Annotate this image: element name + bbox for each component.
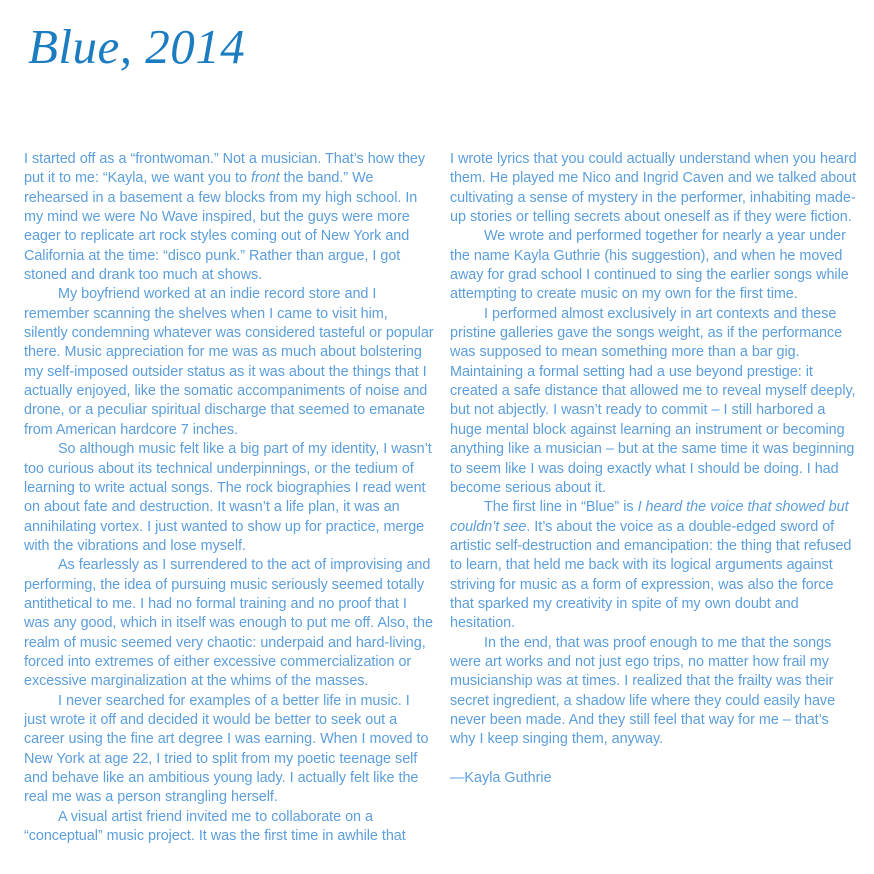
text-run: In the end, that was proof enough to me that the songs were art works and not just ego trips, no matter how frail my musicianship was at times. I realized that the frailty was their secret ingredient, a shadow life where they could easily have never been made. And they still feel that way for me – that’s why I keep singing them, anyway. (450, 634, 836, 748)
text-run: I wrote lyrics that you could actually understand when you heard them. He played me Nico and Ingrid Caven and we talked about cultivating a sense of mystery in the performer, inhabiting made-up stories or telling secrets about oneself as if they were fiction. (450, 151, 857, 226)
text-run: I performed almost exclusively in art contexts and these pristine galleries gave the songs weight, as if the performance was supposed to mean something more than a bar gig. Maintaining a formal setting had a use beyond prestige: it created a safe distance that allowed me to reveal myself deeply, but not abjectly. I wasn’t ready to commit – I still harbored a huge mental block against learning an instrument or becoming anything like a musician – but at the same time it was beginning to seem like I was doing exactly what I should be doing. I had become serious about it. (450, 305, 856, 496)
paragraph (24, 440, 435, 556)
paragraph (24, 556, 435, 691)
paragraph (24, 285, 435, 440)
text-run: the band.” We rehearsed in a basement a few blocks from my high school. In my mind we were No Wave inspired, but the guys were more eager to replicate art rock styles coming out of New York and California at the time: “disco punk.” Rather than argue, I got stoned and drank too much at shows. (24, 170, 418, 284)
text-run: I never searched for examples of a better life in music. I just wrote it off and decided it would be better to seek out a career using the fine art degree I was earning. When I moved to New York at age 22, I tried to split from my poetic teenage self and behave like an ambitious young lady. I actually felt like the real me was a person strangling herself. (24, 692, 429, 806)
text-run: The first line in “Blue” is (484, 499, 638, 516)
text-run: . It’s about the voice as a double-edged sword of artistic self-destruction and emancipation: the thing that refused to learn, that held me back with its logical arguments against striving for music as a form of expression, was also the force that sparked my creativity in spite of my own doubt and hesitation. (450, 518, 852, 632)
paragraph (450, 305, 858, 498)
article-body (0, 150, 874, 874)
text-run: As fearlessly as I surrendered to the act of improvising and performing, the idea of pursuing music seriously seemed totally antithetical to me. I had no formal training and no proof that I was any good, which in itself was enough to put me off. Also, the realm of music seemed very chaotic: underpaid and hard-living, forced into extremes of either excessive commercialization or excessive marginalization at the whims of the masses. (24, 557, 433, 690)
text-column-left (24, 150, 435, 874)
paragraph (450, 150, 858, 227)
page-title: Blue, 2014 (28, 19, 246, 74)
text-run: I started off as a “frontwoman.” Not a musician. That’s how they put it to me: “Kayla, we want you to (24, 151, 426, 187)
text-run: So although music felt like a big part of my identity, I wasn’t too curious about its technical underpinnings, or the tedium of learning to write actual songs. The rock biographies I read went on about fate and destruction. It wasn’t a life plan, it was an annihilating vortex. I just wanted to show up for practice, merge with the vibrations and lose myself. (24, 441, 432, 554)
title-block (28, 18, 628, 76)
paragraph (450, 227, 858, 304)
paragraph (24, 692, 435, 808)
text-run: We wrote and performed together for nearly a year under the name Kayla Guthrie (his suggestion), and when he moved away for grad school I continued to sing the earlier songs while attempting to create music on my own for the first time. (450, 228, 849, 303)
text-run: A visual artist friend invited me to collaborate on a “conceptual” music project. It was the first time in awhile that (24, 808, 406, 845)
author-signature: —Kayla Guthrie (450, 769, 552, 786)
text-run: My boyfriend worked at an indie record store and I remember scanning the shelves when I came to visit him, silently condemning whatever was considered tasteful or popular there. Music appreciation for me was as much about bolstering my self-imposed outsider status as it was about the things that I actually enjoyed, like the somatic accompaniments of noise and drone, or a peculiar spiritual discharge that seemed to emanate from American hardcore 7 inches. (24, 286, 434, 438)
text-column-right (450, 150, 858, 874)
emphasized-text: I heard the voice that showed but couldn’t see (450, 499, 849, 535)
paragraph (24, 150, 435, 285)
emphasized-text: front (251, 170, 280, 187)
paragraph (450, 634, 858, 750)
paragraph (450, 498, 858, 633)
paragraph (24, 808, 435, 847)
